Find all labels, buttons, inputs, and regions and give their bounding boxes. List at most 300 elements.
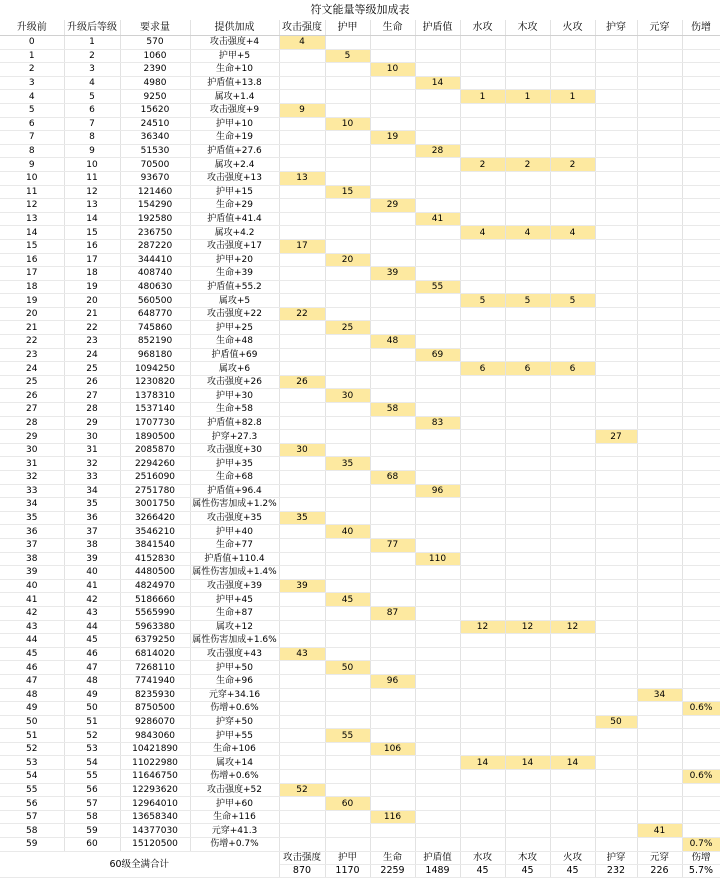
total-stat-name: 攻击强度 [279,851,325,864]
stat-cell [370,579,415,593]
stat-cell: 4 [550,226,595,240]
stat-cell [550,321,595,335]
stat-cell [505,36,550,50]
stat-cell [415,742,460,756]
table-row [0,715,720,729]
level-after-cell: 21 [64,307,120,321]
stat-cell [595,362,637,376]
level-after-cell: 1 [64,36,120,50]
stat-cell [279,280,325,294]
bonus-cell: 属攻+14 [190,756,279,770]
stat-cell [682,498,720,512]
stat-cell [415,403,460,417]
table-row [0,620,720,634]
level-before-cell: 56 [0,797,64,811]
column-header[interactable]: 伤增 [682,20,720,36]
stat-cell [637,593,682,607]
stat-cell [415,389,460,403]
stat-cell [682,294,720,308]
stat-cell [279,158,325,172]
requirement-cell: 13658340 [120,810,190,824]
stat-cell [637,294,682,308]
level-after-cell: 38 [64,538,120,552]
column-header[interactable]: 护盾值 [415,20,460,36]
stat-cell [550,457,595,471]
stat-cell [279,403,325,417]
stat-cell [370,498,415,512]
stat-cell [325,511,370,525]
stat-cell [505,76,550,90]
totals-names-row [0,851,720,864]
level-before-cell: 13 [0,212,64,226]
stat-cell [325,824,370,838]
level-before-cell: 32 [0,471,64,485]
level-after-cell: 24 [64,348,120,362]
stat-cell [682,226,720,240]
bonus-cell: 攻击强度+52 [190,783,279,797]
stat-cell [505,688,550,702]
bonus-cell: 攻击强度+9 [190,103,279,117]
bonus-cell: 元穿+34.16 [190,688,279,702]
stat-cell [595,620,637,634]
stat-cell [637,484,682,498]
level-after-cell: 11 [64,171,120,185]
stat-cell [505,552,550,566]
stat-cell [595,688,637,702]
level-before-cell: 30 [0,443,64,457]
requirement-cell: 560500 [120,294,190,308]
stat-cell [370,702,415,716]
stat-cell [505,403,550,417]
stat-cell [682,131,720,145]
stat-cell [460,199,505,213]
bonus-cell: 生命+39 [190,267,279,281]
level-before-cell: 3 [0,76,64,90]
level-before-cell: 8 [0,144,64,158]
stat-cell [460,838,505,852]
table-row [0,797,720,811]
stat-cell: 0.7% [682,838,720,852]
level-before-cell: 34 [0,498,64,512]
stat-cell [325,838,370,852]
table-row [0,702,720,716]
stat-cell [370,253,415,267]
stat-cell: 69 [415,348,460,362]
requirement-cell: 4980 [120,76,190,90]
requirement-cell: 4480500 [120,566,190,580]
bonus-cell: 护盾值+110.4 [190,552,279,566]
bonus-cell: 属攻+6 [190,362,279,376]
stat-cell [460,606,505,620]
level-after-cell: 22 [64,321,120,335]
stat-cell [325,552,370,566]
stat-cell [505,117,550,131]
column-header[interactable]: 木攻 [505,20,550,36]
bonus-cell: 属性伤害加成+1.6% [190,634,279,648]
stat-cell [595,131,637,145]
stat-cell: 9 [279,103,325,117]
stat-cell [682,443,720,457]
requirement-cell: 745860 [120,321,190,335]
stat-cell [505,389,550,403]
stat-cell [505,212,550,226]
stat-cell [370,715,415,729]
stat-cell [370,783,415,797]
requirement-cell: 8750500 [120,702,190,716]
stat-cell [505,702,550,716]
stat-cell [415,362,460,376]
stat-cell [550,375,595,389]
stat-cell [415,566,460,580]
stat-cell [325,267,370,281]
level-before-cell: 54 [0,770,64,784]
stat-cell: 96 [415,484,460,498]
bonus-cell: 攻击强度+22 [190,307,279,321]
stat-cell [415,824,460,838]
stat-cell [279,63,325,77]
stat-cell [370,185,415,199]
stat-cell [550,280,595,294]
stat-cell [325,362,370,376]
level-after-cell: 2 [64,49,120,63]
stat-cell: 1 [460,90,505,104]
stat-cell: 13 [279,171,325,185]
table-row [0,403,720,417]
stat-cell [370,117,415,131]
stat-cell [325,634,370,648]
stat-cell [370,770,415,784]
stat-cell: 28 [415,144,460,158]
stat-cell: 35 [279,511,325,525]
bonus-cell: 攻击强度+13 [190,171,279,185]
stat-cell [370,416,415,430]
level-after-cell: 40 [64,566,120,580]
stat-cell: 60 [325,797,370,811]
stat-cell [682,239,720,253]
stat-cell: 12 [550,620,595,634]
stat-cell [550,103,595,117]
level-before-cell: 19 [0,294,64,308]
level-before-cell: 22 [0,335,64,349]
requirement-cell: 4824970 [120,579,190,593]
requirement-cell: 70500 [120,158,190,172]
stat-cell [550,335,595,349]
level-before-cell: 35 [0,511,64,525]
level-after-cell: 14 [64,212,120,226]
requirement-cell: 1707730 [120,416,190,430]
stat-cell [505,634,550,648]
level-after-cell: 37 [64,525,120,539]
stat-cell: 1 [550,90,595,104]
stat-cell: 34 [637,688,682,702]
bonus-cell: 护甲+5 [190,49,279,63]
stat-cell [325,579,370,593]
stat-cell [682,552,720,566]
stat-cell [370,620,415,634]
stat-cell [682,280,720,294]
stat-cell [550,49,595,63]
stat-cell [325,498,370,512]
stat-cell [595,552,637,566]
bonus-cell: 护甲+45 [190,593,279,607]
stat-cell [682,253,720,267]
column-header[interactable]: 火攻 [550,20,595,36]
stat-cell [325,335,370,349]
level-before-cell: 33 [0,484,64,498]
stat-cell [637,158,682,172]
level-before-cell: 0 [0,36,64,50]
stat-cell: 110 [415,552,460,566]
stat-cell [279,810,325,824]
table-row [0,498,720,512]
stat-cell: 45 [325,593,370,607]
bonus-cell: 护甲+20 [190,253,279,267]
stat-cell [370,144,415,158]
stat-cell [682,63,720,77]
stat-cell: 116 [370,810,415,824]
stat-cell [595,770,637,784]
bonus-cell: 护甲+25 [190,321,279,335]
stat-cell [637,253,682,267]
total-stat-value: 1170 [325,864,370,877]
requirement-cell: 6379250 [120,634,190,648]
table-row [0,185,720,199]
column-header[interactable]: 元穿 [637,20,682,36]
stat-cell [415,430,460,444]
column-header[interactable]: 攻击强度 [279,20,325,36]
stat-cell [505,375,550,389]
stat-cell [325,199,370,213]
stat-cell [550,824,595,838]
stat-cell [325,538,370,552]
stat-cell [550,171,595,185]
column-header[interactable]: 护甲 [325,20,370,36]
total-stat-name: 水攻 [460,851,505,864]
bonus-cell: 护甲+35 [190,457,279,471]
stat-cell [550,131,595,145]
stat-cell [682,579,720,593]
stat-cell [279,49,325,63]
stat-cell [595,36,637,50]
column-header[interactable]: 要求量 [120,20,190,36]
level-after-cell: 34 [64,484,120,498]
stat-cell [460,783,505,797]
column-header[interactable]: 水攻 [460,20,505,36]
stat-cell [415,171,460,185]
level-before-cell: 43 [0,620,64,634]
stat-cell [370,280,415,294]
stat-cell [279,362,325,376]
stat-cell [682,171,720,185]
stat-cell [370,389,415,403]
stat-cell [370,430,415,444]
stat-cell [415,715,460,729]
column-header[interactable]: 升级前 [0,20,64,36]
level-before-cell: 46 [0,661,64,675]
stat-cell: 30 [325,389,370,403]
stat-cell [505,443,550,457]
stat-cell [415,756,460,770]
stat-cell [460,280,505,294]
stat-cell: 50 [595,715,637,729]
total-stat-value: 2259 [370,864,415,877]
requirement-cell: 236750 [120,226,190,240]
stat-cell [505,674,550,688]
stat-cell [415,267,460,281]
bonus-cell: 攻击强度+26 [190,375,279,389]
stat-cell [682,729,720,743]
level-after-cell: 17 [64,253,120,267]
stat-cell [682,199,720,213]
level-after-cell: 4 [64,76,120,90]
stat-cell [682,36,720,50]
stat-cell [550,566,595,580]
stat-cell [682,634,720,648]
total-stat-name: 木攻 [505,851,550,864]
level-before-cell: 47 [0,674,64,688]
bonus-cell: 生命+68 [190,471,279,485]
stat-cell [505,131,550,145]
stat-cell [325,688,370,702]
stat-cell [279,770,325,784]
stat-cell [325,90,370,104]
stat-cell [370,797,415,811]
stat-cell [460,171,505,185]
level-before-cell: 29 [0,430,64,444]
stat-cell [637,335,682,349]
stat-cell [595,158,637,172]
level-before-cell: 9 [0,158,64,172]
stat-cell [370,457,415,471]
stat-cell [595,239,637,253]
stat-cell [460,63,505,77]
stat-cell [279,294,325,308]
stat-cell [682,158,720,172]
bonus-cell: 生命+19 [190,131,279,145]
stat-cell [505,348,550,362]
table-row [0,538,720,552]
bonus-cell: 护甲+10 [190,117,279,131]
level-after-cell: 57 [64,797,120,811]
level-after-cell: 49 [64,688,120,702]
stat-cell [325,63,370,77]
column-header[interactable]: 生命 [370,20,415,36]
stat-cell [415,321,460,335]
stat-cell: 106 [370,742,415,756]
stat-cell [505,797,550,811]
bonus-cell: 生命+96 [190,674,279,688]
stat-cell [682,647,720,661]
stat-cell [682,348,720,362]
stat-cell [370,647,415,661]
stat-cell [505,185,550,199]
stat-cell [595,525,637,539]
stat-cell [415,634,460,648]
stat-cell [370,756,415,770]
stat-cell [505,661,550,675]
column-header[interactable]: 提供加成 [190,20,279,36]
stat-cell [637,307,682,321]
stat-cell [325,403,370,417]
requirement-cell: 2294260 [120,457,190,471]
stat-cell [279,742,325,756]
stat-cell [370,158,415,172]
level-after-cell: 52 [64,729,120,743]
bonus-cell: 伤增+0.7% [190,838,279,852]
stat-cell [505,49,550,63]
stat-cell [637,538,682,552]
level-before-cell: 12 [0,199,64,213]
level-after-cell: 43 [64,606,120,620]
total-stat-value: 870 [279,864,325,877]
stat-cell [682,756,720,770]
stat-cell [550,117,595,131]
level-after-cell: 12 [64,185,120,199]
stat-cell [595,348,637,362]
stat-cell [325,158,370,172]
stat-cell [415,538,460,552]
stat-cell [460,212,505,226]
requirement-cell: 8235930 [120,688,190,702]
level-before-cell: 1 [0,49,64,63]
table-row [0,280,720,294]
stat-cell [682,375,720,389]
stat-cell [505,525,550,539]
column-header[interactable]: 升级后等级 [64,20,120,36]
table-row [0,484,720,498]
table-row [0,579,720,593]
stat-cell [460,335,505,349]
stat-cell [279,756,325,770]
stat-cell [279,484,325,498]
stat-cell: 4 [460,226,505,240]
stat-cell [595,335,637,349]
stat-cell [370,824,415,838]
stat-cell [460,742,505,756]
stat-cell [325,430,370,444]
stat-cell [415,63,460,77]
stat-cell [415,226,460,240]
stat-cell [682,49,720,63]
stat-cell [505,742,550,756]
stat-cell [415,36,460,50]
stat-cell [682,606,720,620]
stat-cell [415,90,460,104]
requirement-cell: 1890500 [120,430,190,444]
column-header[interactable]: 护穿 [595,20,637,36]
totals-section [0,851,720,877]
requirement-cell: 121460 [120,185,190,199]
bonus-cell: 护盾值+55.2 [190,280,279,294]
total-stat-value: 1489 [415,864,460,877]
stat-cell: 50 [325,661,370,675]
stat-cell [460,403,505,417]
stat-cell: 58 [370,403,415,417]
stat-cell: 14 [415,76,460,90]
level-before-cell: 25 [0,375,64,389]
bonus-cell: 护盾值+82.8 [190,416,279,430]
table-row [0,593,720,607]
table-row [0,117,720,131]
stat-cell [595,742,637,756]
stat-cell [550,443,595,457]
stat-cell [325,144,370,158]
total-stat-name: 生命 [370,851,415,864]
level-before-cell: 58 [0,824,64,838]
stat-cell [325,212,370,226]
stat-cell [325,375,370,389]
level-before-cell: 5 [0,103,64,117]
